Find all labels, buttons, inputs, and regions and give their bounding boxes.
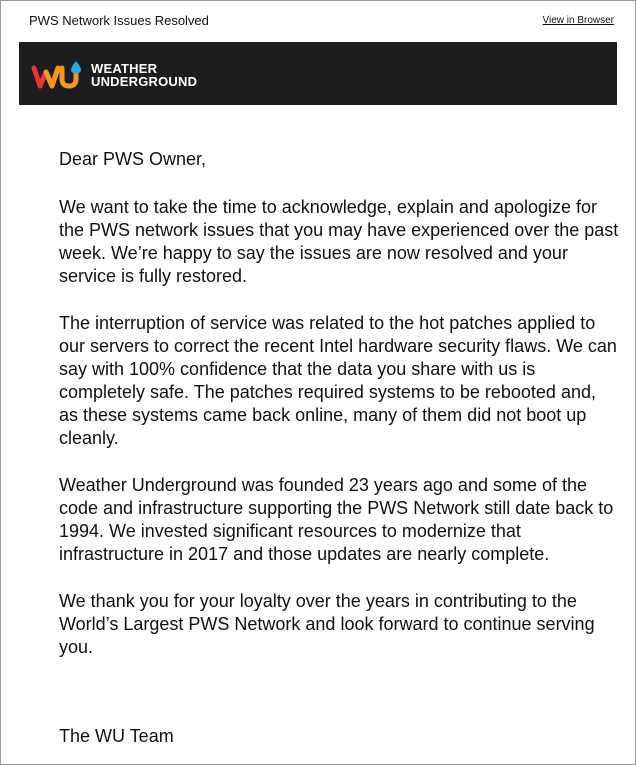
brand-banner [19, 42, 617, 105]
letter-greeting: Dear PWS Owner, [59, 149, 207, 169]
logo-line-underground: UNDERGROUND [91, 74, 198, 89]
letter-paragraph: The interruption of service was related to the hot patches applied to our servers to correct the recent Intel hardware security flaws. We can say with 100% confidence that the data you share with us is completely safe. The patches required systems to be rebooted and, as these systems came back online, many of them did not boot up cleanly. [59, 313, 617, 448]
letter-paragraph: We thank you for your loyalty over the years in contributing to the World’s Largest PWS Network and look forward to continue serving you. [59, 591, 595, 657]
logo-line-weather: WEATHER [91, 61, 158, 76]
letter-body [59, 148, 619, 683]
letter-paragraph: We want to take the time to acknowledge, explain and apologize for the PWS network issues that you may have experienced over the past week. We’re happy to say the issues are now resolved and your service is fully restored. [59, 197, 619, 286]
view-in-browser-link[interactable]: View in Browser [542, 15, 614, 26]
email-subject: PWS Network Issues Resolved [29, 13, 209, 28]
email-header-bar [0, 0, 636, 40]
logo-wordmark [91, 62, 197, 88]
letter-signoff: The WU Team [59, 726, 174, 746]
weather-underground-logo[interactable] [31, 60, 197, 90]
wu-logo-icon [31, 60, 87, 90]
letter-paragraph: Weather Underground was founded 23 years ago and some of the code and infrastructure supporting the PWS Network still date back to 1994. We invested significant resources to modernize that infrastructure in 2017 and those updates are nearly complete. [59, 475, 614, 564]
